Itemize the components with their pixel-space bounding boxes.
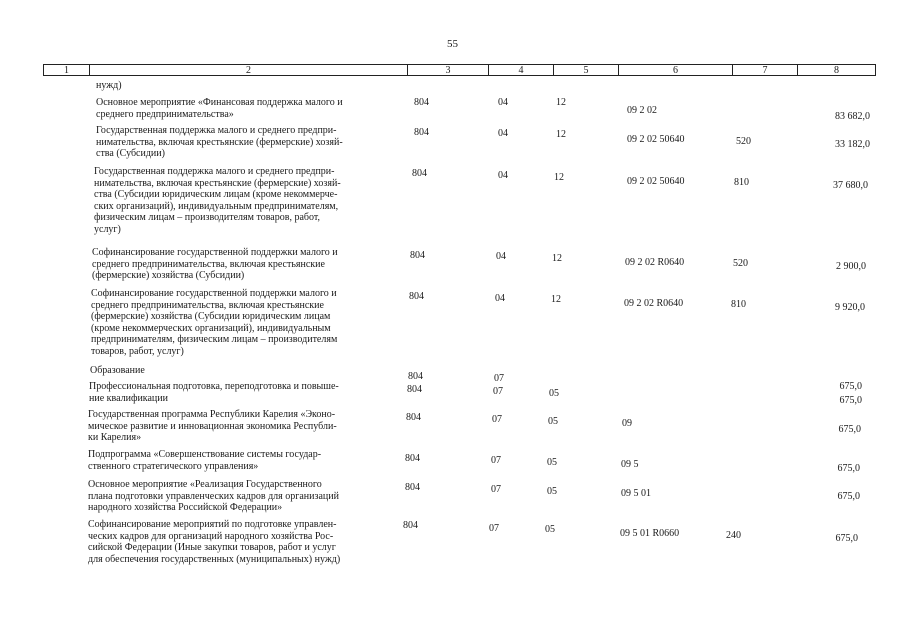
cell-col7: 520 bbox=[733, 258, 748, 269]
row-description: Образование bbox=[90, 365, 145, 376]
cell-col3: 804 bbox=[407, 384, 422, 395]
cell-amount: 675,0 bbox=[839, 381, 862, 392]
cell-col4: 04 bbox=[498, 170, 508, 181]
header-col-8: 8 bbox=[797, 64, 876, 76]
cell-col3: 804 bbox=[405, 453, 420, 464]
cell-col4: 04 bbox=[498, 97, 508, 108]
row-description: Государственная программа Республики Карелия «Эконо- мическое развитие и инновационная экономика Республи- ки Карелия» bbox=[88, 409, 337, 443]
row-description: Государственная поддержка малого и среднего предпри- нимательства, включая крестьянские (фермерские) хозяй- ства (Субсидии юридическим лицам (кроме некоммерче- ских организаций), индивидуальным предпринимателям, физическим лицам – производителям товаров, работ, услуг) bbox=[94, 166, 341, 235]
cell-col5: 12 bbox=[556, 129, 566, 140]
header-col-2: 2 bbox=[89, 64, 408, 76]
cell-amount: 83 682,0 bbox=[835, 111, 870, 122]
header-col-5: 5 bbox=[553, 64, 619, 76]
continuation-text: нужд) bbox=[96, 80, 122, 91]
row-description: Основное мероприятие «Финансовая поддержка малого и среднего предпринимательства» bbox=[96, 97, 343, 120]
cell-col3: 804 bbox=[403, 520, 418, 531]
cell-col7: 810 bbox=[734, 177, 749, 188]
cell-col3: 804 bbox=[414, 127, 429, 138]
row-description: Подпрограмма «Совершенствование системы государ- ственного стратегического управления» bbox=[88, 449, 322, 472]
cell-col7: 240 bbox=[726, 530, 741, 541]
page-number: 55 bbox=[447, 38, 458, 50]
cell-col3: 804 bbox=[409, 291, 424, 302]
cell-col6: 09 2 02 bbox=[627, 105, 657, 116]
cell-col6: 09 5 01 R0660 bbox=[620, 528, 680, 539]
cell-col5: 05 bbox=[547, 486, 557, 497]
cell-col5: 12 bbox=[556, 97, 566, 108]
row-description: Софинансирование государственной поддержки малого и среднего предпринимательства, включая крестьянские (фермерские) хозяйства (Субсидии юридическим лицам (кроме некоммерческих организаций), индивидуальным предпринимателям, физическим лицам – производителям товаров, работ, услуг) bbox=[91, 288, 338, 357]
row-description: Государственная поддержка малого и среднего предпри- нимательства, включая крестьянские (фермерские) хозяй- ства (Субсидии) bbox=[96, 125, 343, 159]
cell-col7: 810 bbox=[731, 299, 746, 310]
header-col-6: 6 bbox=[618, 64, 733, 76]
cell-amount: 2 900,0 bbox=[836, 261, 866, 272]
cell-amount: 675,0 bbox=[838, 424, 861, 435]
cell-col5: 05 bbox=[548, 416, 558, 427]
cell-col7: 520 bbox=[736, 136, 751, 147]
cell-col5: 12 bbox=[551, 294, 561, 305]
cell-col6: 09 5 01 bbox=[621, 488, 651, 499]
header-col-1: 1 bbox=[43, 64, 90, 76]
cell-col6: 09 2 02 50640 bbox=[627, 176, 685, 187]
cell-col3: 804 bbox=[405, 482, 420, 493]
cell-col3: 804 bbox=[408, 371, 423, 382]
cell-col3: 804 bbox=[414, 97, 429, 108]
cell-col3: 804 bbox=[412, 168, 427, 179]
cell-col4: 07 bbox=[489, 523, 499, 534]
cell-col3: 804 bbox=[410, 250, 425, 261]
cell-col5: 12 bbox=[554, 172, 564, 183]
cell-amount: 675,0 bbox=[839, 395, 862, 406]
cell-col4: 07 bbox=[493, 386, 503, 397]
cell-col6: 09 5 bbox=[621, 459, 639, 470]
header-col-4: 4 bbox=[488, 64, 554, 76]
header-col-7: 7 bbox=[732, 64, 798, 76]
cell-amount: 9 920,0 bbox=[835, 302, 865, 313]
cell-col5: 05 bbox=[545, 524, 555, 535]
cell-col6: 09 bbox=[622, 418, 632, 429]
cell-col4: 07 bbox=[492, 414, 502, 425]
cell-col5: 12 bbox=[552, 253, 562, 264]
cell-amount: 33 182,0 bbox=[835, 139, 870, 150]
cell-amount: 675,0 bbox=[837, 491, 860, 502]
cell-col5: 05 bbox=[547, 457, 557, 468]
cell-col4: 04 bbox=[496, 251, 506, 262]
cell-col4: 04 bbox=[498, 128, 508, 139]
cell-col4: 07 bbox=[491, 455, 501, 466]
cell-col4: 07 bbox=[494, 373, 504, 384]
row-description: Софинансирование мероприятий по подготовке управлен- ческих кадров для организаций народного хозяйства Рос- сийской Федерации (Иные закупки товаров, работ и услуг для обеспечения государственных (муниципальных) нужд) bbox=[88, 519, 341, 565]
cell-amount: 675,0 bbox=[837, 463, 860, 474]
cell-col3: 804 bbox=[406, 412, 421, 423]
row-description: Основное мероприятие «Реализация Государственного плана подготовки управленческих кадров для организаций народного хозяйства Российской Федерации» bbox=[88, 479, 339, 513]
row-description: Профессиональная подготовка, переподготовка и повыше- ние квалификации bbox=[89, 381, 339, 404]
cell-amount: 37 680,0 bbox=[833, 180, 868, 191]
header-col-3: 3 bbox=[407, 64, 489, 76]
cell-col6: 09 2 02 50640 bbox=[627, 134, 685, 145]
cell-col6: 09 2 02 R0640 bbox=[625, 257, 685, 268]
cell-amount: 675,0 bbox=[835, 533, 858, 544]
cell-col6: 09 2 02 R0640 bbox=[624, 298, 684, 309]
row-description: Софинансирование государственной поддержки малого и среднего предпринимательства, включая крестьянские (фермерские) хозяйства (Субсидии) bbox=[92, 247, 338, 281]
cell-col5: 05 bbox=[549, 388, 559, 399]
cell-col4: 07 bbox=[491, 484, 501, 495]
cell-col4: 04 bbox=[495, 293, 505, 304]
